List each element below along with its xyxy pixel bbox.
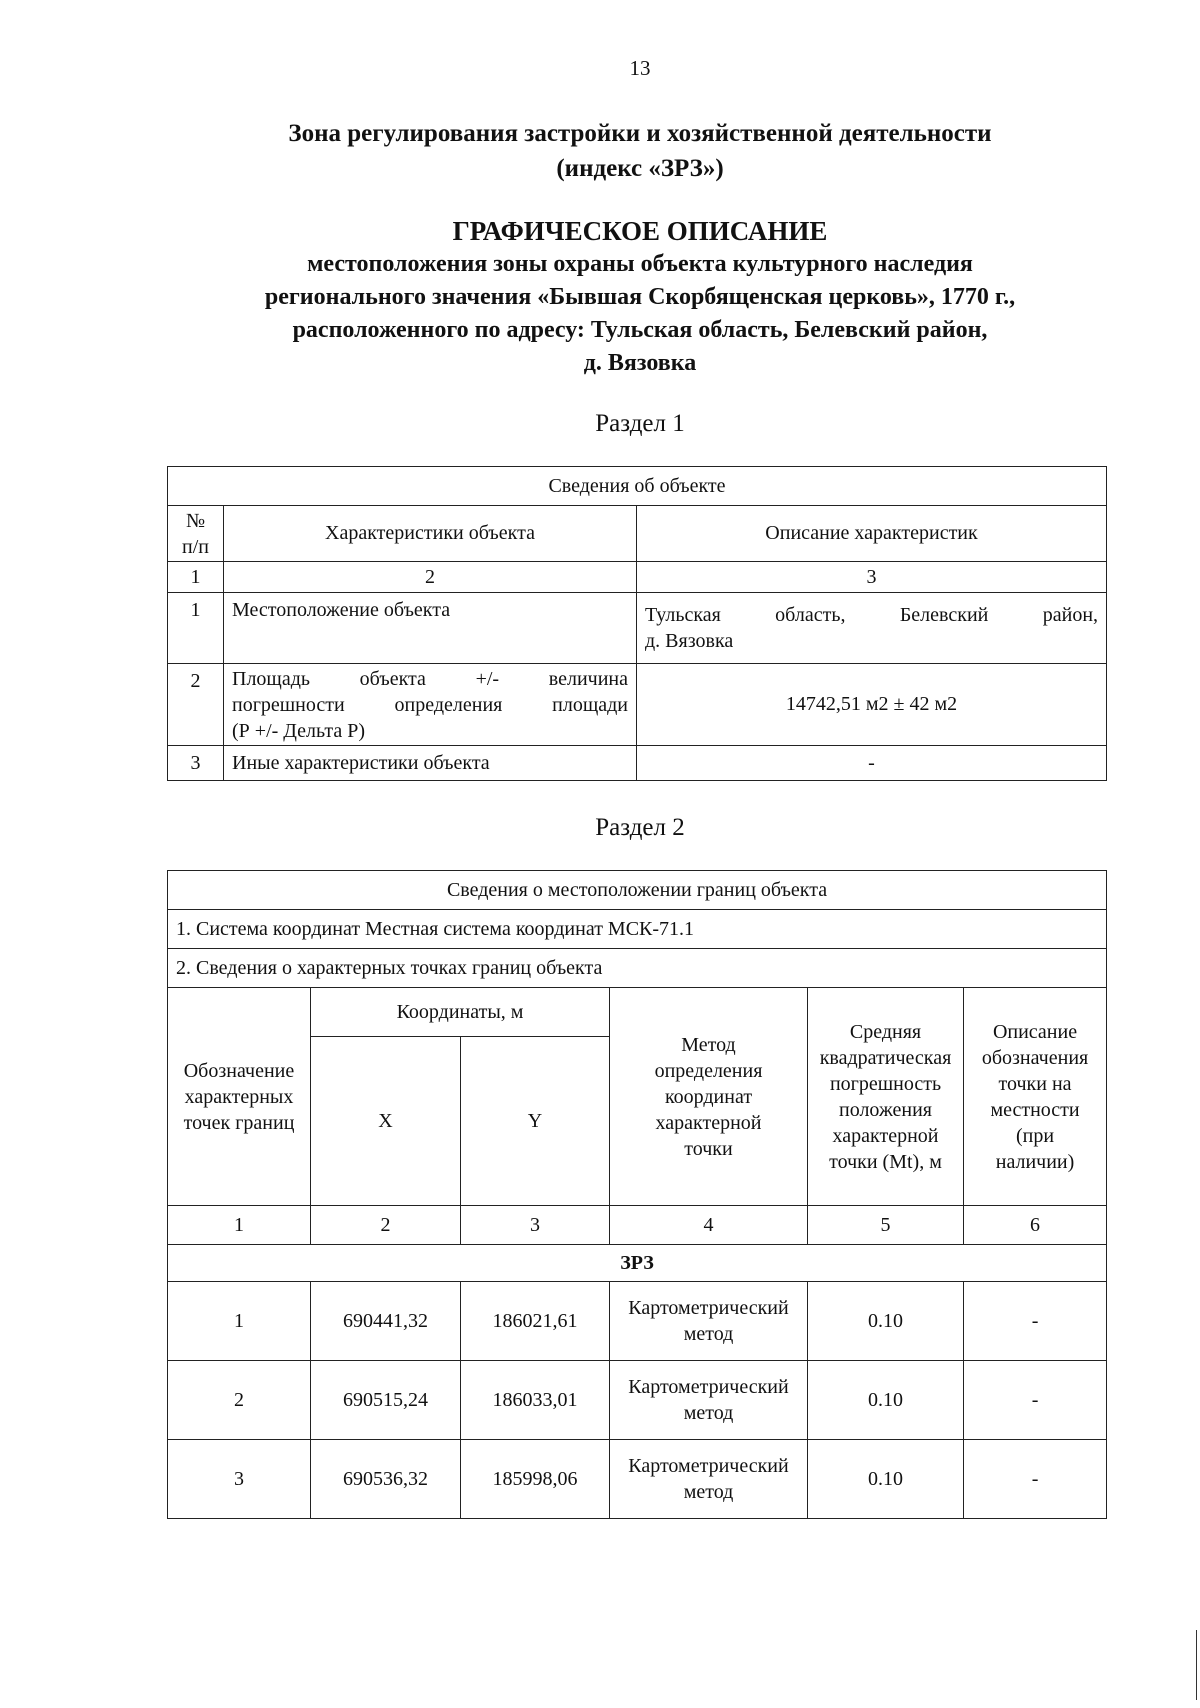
point-y: 185998,06 bbox=[461, 1440, 610, 1519]
header-num: № п/п bbox=[168, 506, 224, 562]
point-id: 3 bbox=[168, 1440, 311, 1519]
boundary-table bbox=[167, 870, 1107, 1519]
coord-system: 1. Система координат Местная система координат МСК-71.1 bbox=[168, 910, 1107, 949]
point-error: 0.10 bbox=[808, 1440, 964, 1519]
row-num: 3 bbox=[168, 746, 224, 781]
col-number: 2 bbox=[224, 562, 637, 593]
col-number: 4 bbox=[610, 1206, 808, 1245]
table-title: Сведения об объекте bbox=[168, 467, 1107, 506]
row-characteristic: Местоположение объекта bbox=[224, 593, 637, 664]
row-characteristic: Площадь объекта +/- величина погрешности определения площади (Р +/- Дельта Р) bbox=[224, 664, 637, 746]
table-row bbox=[168, 664, 1107, 746]
scan-edge-mark bbox=[1196, 1630, 1197, 1700]
point-y: 186021,61 bbox=[461, 1282, 610, 1361]
subtitle-line: расположенного по адресу: Тульская область, Белевский район, bbox=[292, 317, 988, 343]
point-x: 690441,32 bbox=[311, 1282, 461, 1361]
point-description: - bbox=[964, 1282, 1107, 1361]
header-description: Описание характеристик bbox=[637, 506, 1107, 562]
header-error: Средняя квадратическая погрешность положения характерной точки (Mt), м bbox=[808, 988, 964, 1206]
row-description: - bbox=[637, 746, 1107, 781]
table-row bbox=[168, 593, 1107, 664]
header-point-description: Описание обозначения точки на местности (при наличии) bbox=[964, 988, 1107, 1206]
subtitle-line: регионального значения «Бывшая Скорбященская церковь», 1770 г., bbox=[264, 284, 1016, 310]
point-id: 1 bbox=[168, 1282, 311, 1361]
point-error: 0.10 bbox=[808, 1361, 964, 1440]
graphic-title: ГРАФИЧЕСКОЕ ОПИСАНИЕ bbox=[452, 216, 828, 246]
object-info-table bbox=[167, 466, 1107, 781]
point-x: 690536,32 bbox=[311, 1440, 461, 1519]
table-row bbox=[168, 1361, 1107, 1440]
col-number: 1 bbox=[168, 562, 224, 593]
subtitle-line: д. Вязовка bbox=[583, 350, 697, 376]
col-number: 6 bbox=[964, 1206, 1107, 1245]
header-x: X bbox=[311, 1037, 461, 1206]
zone-title-line2: (индекс «ЗРЗ») bbox=[556, 155, 724, 182]
point-error: 0.10 bbox=[808, 1282, 964, 1361]
row-description: Тульская область, Белевский район, д. Вязовка bbox=[637, 593, 1107, 664]
point-description: - bbox=[964, 1440, 1107, 1519]
zone-title-line1: Зона регулирования застройки и хозяйственной деятельности bbox=[288, 120, 992, 147]
header-designation: Обозначение характерных точек границ bbox=[168, 988, 311, 1206]
header-characteristics: Характеристики объекта bbox=[224, 506, 637, 562]
table-title: Сведения о местоположении границ объекта bbox=[168, 871, 1107, 910]
zone-title bbox=[0, 116, 1200, 186]
point-x: 690515,24 bbox=[311, 1361, 461, 1440]
section-2-label: Раздел 2 bbox=[595, 814, 685, 841]
graphic-subtitle bbox=[0, 248, 1200, 380]
col-number: 5 bbox=[808, 1206, 964, 1245]
zone-row: ЗРЗ bbox=[168, 1245, 1107, 1282]
table-row bbox=[168, 1440, 1107, 1519]
point-description: - bbox=[964, 1361, 1107, 1440]
point-id: 2 bbox=[168, 1361, 311, 1440]
point-method: Картометрический метод bbox=[610, 1282, 808, 1361]
header-y: Y bbox=[461, 1037, 610, 1206]
header-method: Метод определения координат характерной точки bbox=[610, 988, 808, 1206]
table-row bbox=[168, 746, 1107, 781]
points-info: 2. Сведения о характерных точках границ объекта bbox=[168, 949, 1107, 988]
row-description: 14742,51 м2 ± 42 м2 bbox=[637, 664, 1107, 746]
col-number: 3 bbox=[637, 562, 1107, 593]
row-num: 1 bbox=[168, 593, 224, 664]
point-method: Картометрический метод bbox=[610, 1440, 808, 1519]
page-number: 13 bbox=[629, 56, 651, 80]
point-y: 186033,01 bbox=[461, 1361, 610, 1440]
row-characteristic: Иные характеристики объекта bbox=[224, 746, 637, 781]
section-1-label: Раздел 1 bbox=[595, 410, 685, 437]
point-method: Картометрический метод bbox=[610, 1361, 808, 1440]
col-number: 2 bbox=[311, 1206, 461, 1245]
row-num: 2 bbox=[168, 664, 224, 746]
table-row bbox=[168, 1282, 1107, 1361]
subtitle-line: местоположения зоны охраны объекта культурного наследия bbox=[307, 251, 973, 277]
col-number: 1 bbox=[168, 1206, 311, 1245]
col-number: 3 bbox=[461, 1206, 610, 1245]
header-coordinates: Координаты, м bbox=[311, 988, 610, 1037]
